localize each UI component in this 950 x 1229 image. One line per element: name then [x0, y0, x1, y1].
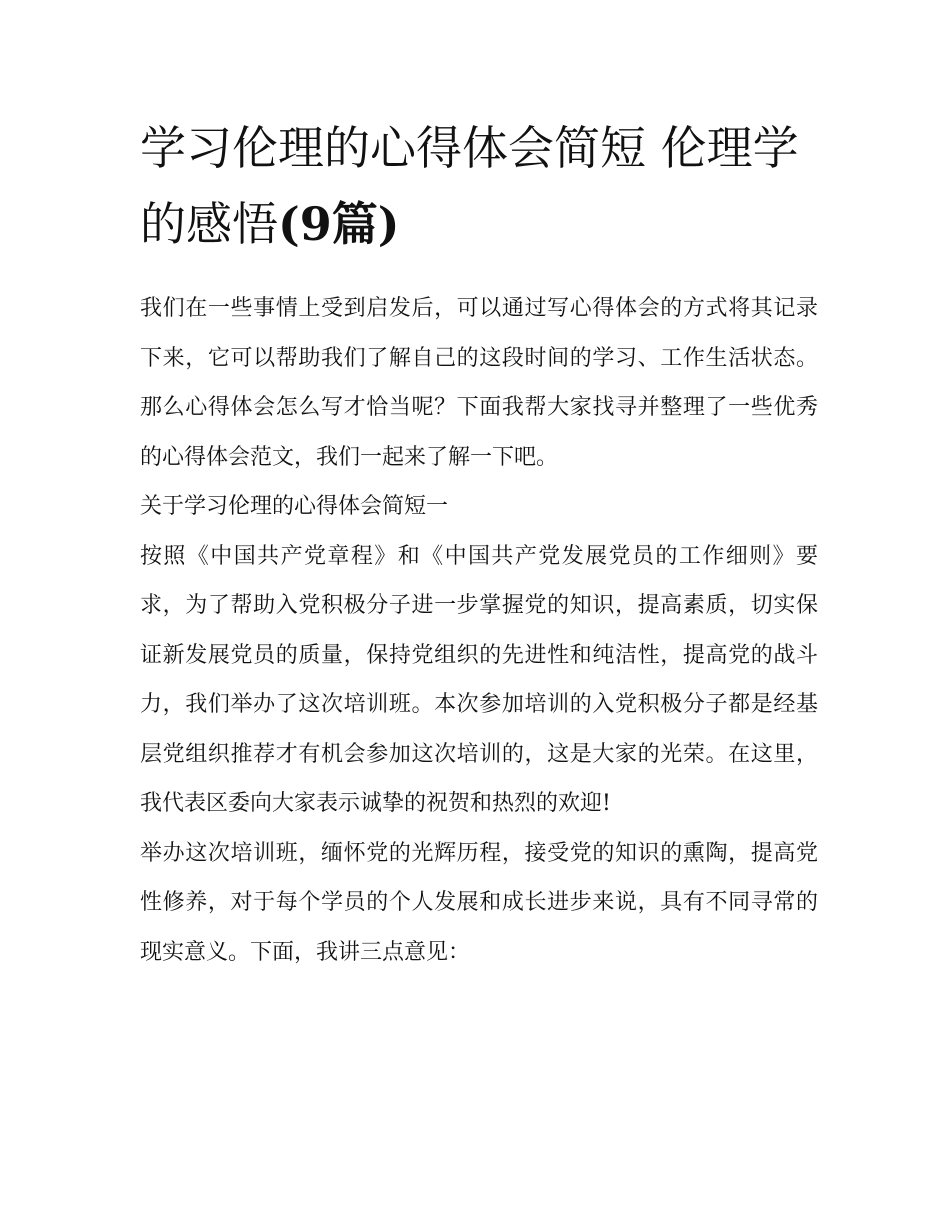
body-paragraph-2: 举办这次培训班，缅怀党的光辉历程，接受党的知识的熏陶，提高党性修养，对于每个学员的个人发展和成长进步来说，具有不同寻常的现实意义。下面，我讲三点意见：: [140, 840, 818, 965]
intro-paragraph: 我们在一些事情上受到启发后，可以通过写心得体会的方式将其记录下来，它可以帮助我们了解自己的这段时间的学习、工作生活状态。那么心得体会怎么写才恰当呢？下面我帮大家找寻并整理了一些优秀的心得体会范文，我们一起来了解一下吧。: [140, 296, 818, 470]
title-count: (9篇): [278, 197, 400, 251]
title-text: 学习伦理的心得体会简短 伦理学的感悟: [140, 121, 799, 251]
document-title: [140, 110, 818, 262]
document-content: [140, 110, 818, 977]
body-paragraph-1: 按照《中国共产党章程》和《中国共产党发展党员的工作细则》要求，为了帮助入党积极分子进一步掌握党的知识，提高素质，切实保证新发展党员的质量，保持党组织的先进性和纯洁性，提高党的战斗力，我们举办了这次培训班。本次参加培训的入党积极分子都是经基层党组织推荐才有机会参加这次培训的，这是大家的光荣。在这里，我代表区委向大家表示诚挚的祝贺和热烈的欢迎!: [140, 543, 818, 816]
section-heading: 关于学习伦理的心得体会简短一: [140, 494, 449, 519]
